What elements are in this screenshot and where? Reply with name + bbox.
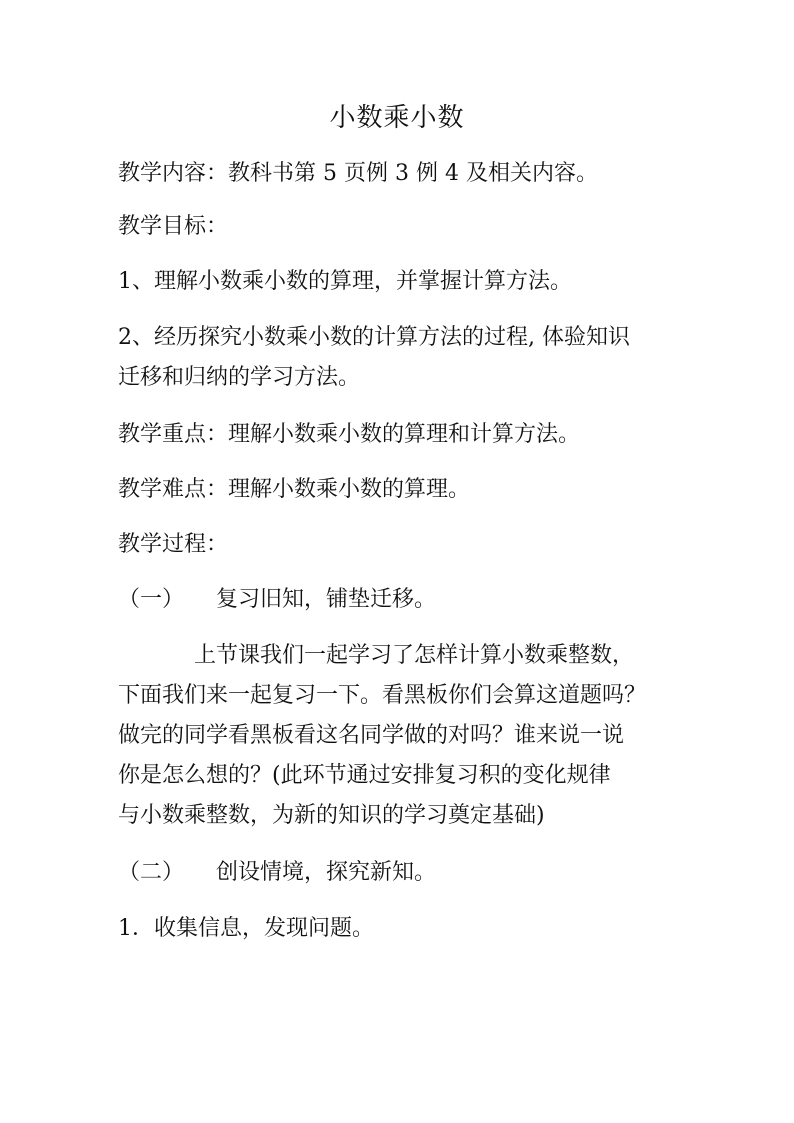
step-1-line: 1．收集信息，发现问题。 xyxy=(118,916,374,941)
paragraph-line-4: 你是怎么想的？(此环节通过安排复习积的变化规律 xyxy=(118,763,611,788)
paragraph-line-2: 下面我们来一起复习一下。看黑板你们会算这道题吗？ xyxy=(118,683,647,708)
section-2-number: （二） xyxy=(118,860,185,885)
paragraph-line-1: 上节课我们一起学习了怎样计算小数乘整数， xyxy=(194,643,635,668)
process-heading: 教学过程： xyxy=(118,532,229,557)
document-title: 小数乘小数 xyxy=(329,103,465,133)
section-1-number: （一） xyxy=(118,587,185,612)
paragraph-line-5: 与小数乘整数，为新的知识的学习奠定基础) xyxy=(118,803,545,828)
teaching-content-line: 教学内容：教科书第 5 页例 3 例 4 及相关内容。 xyxy=(118,161,598,186)
teaching-goals-heading: 教学目标： xyxy=(118,214,229,239)
key-point-line: 教学重点：理解小数乘小数的算理和计算方法。 xyxy=(118,422,581,447)
section-2-title: 创设情境，探究新知。 xyxy=(216,860,437,885)
goal-2-line-a: 2、经历探究小数乘小数的计算方法的过程, 体验知识 xyxy=(118,325,630,350)
difficulty-line: 教学难点：理解小数乘小数的算理。 xyxy=(118,477,471,502)
goal-2-line-b: 迁移和归纳的学习方法。 xyxy=(118,365,361,390)
goal-1-line: 1、理解小数乘小数的算理，并掌握计算方法。 xyxy=(118,269,572,294)
section-1-title: 复习旧知，铺垫迁移。 xyxy=(216,587,437,612)
paragraph-line-3: 做完的同学看黑板看这名同学做的对吗？谁来说一说 xyxy=(118,723,625,748)
